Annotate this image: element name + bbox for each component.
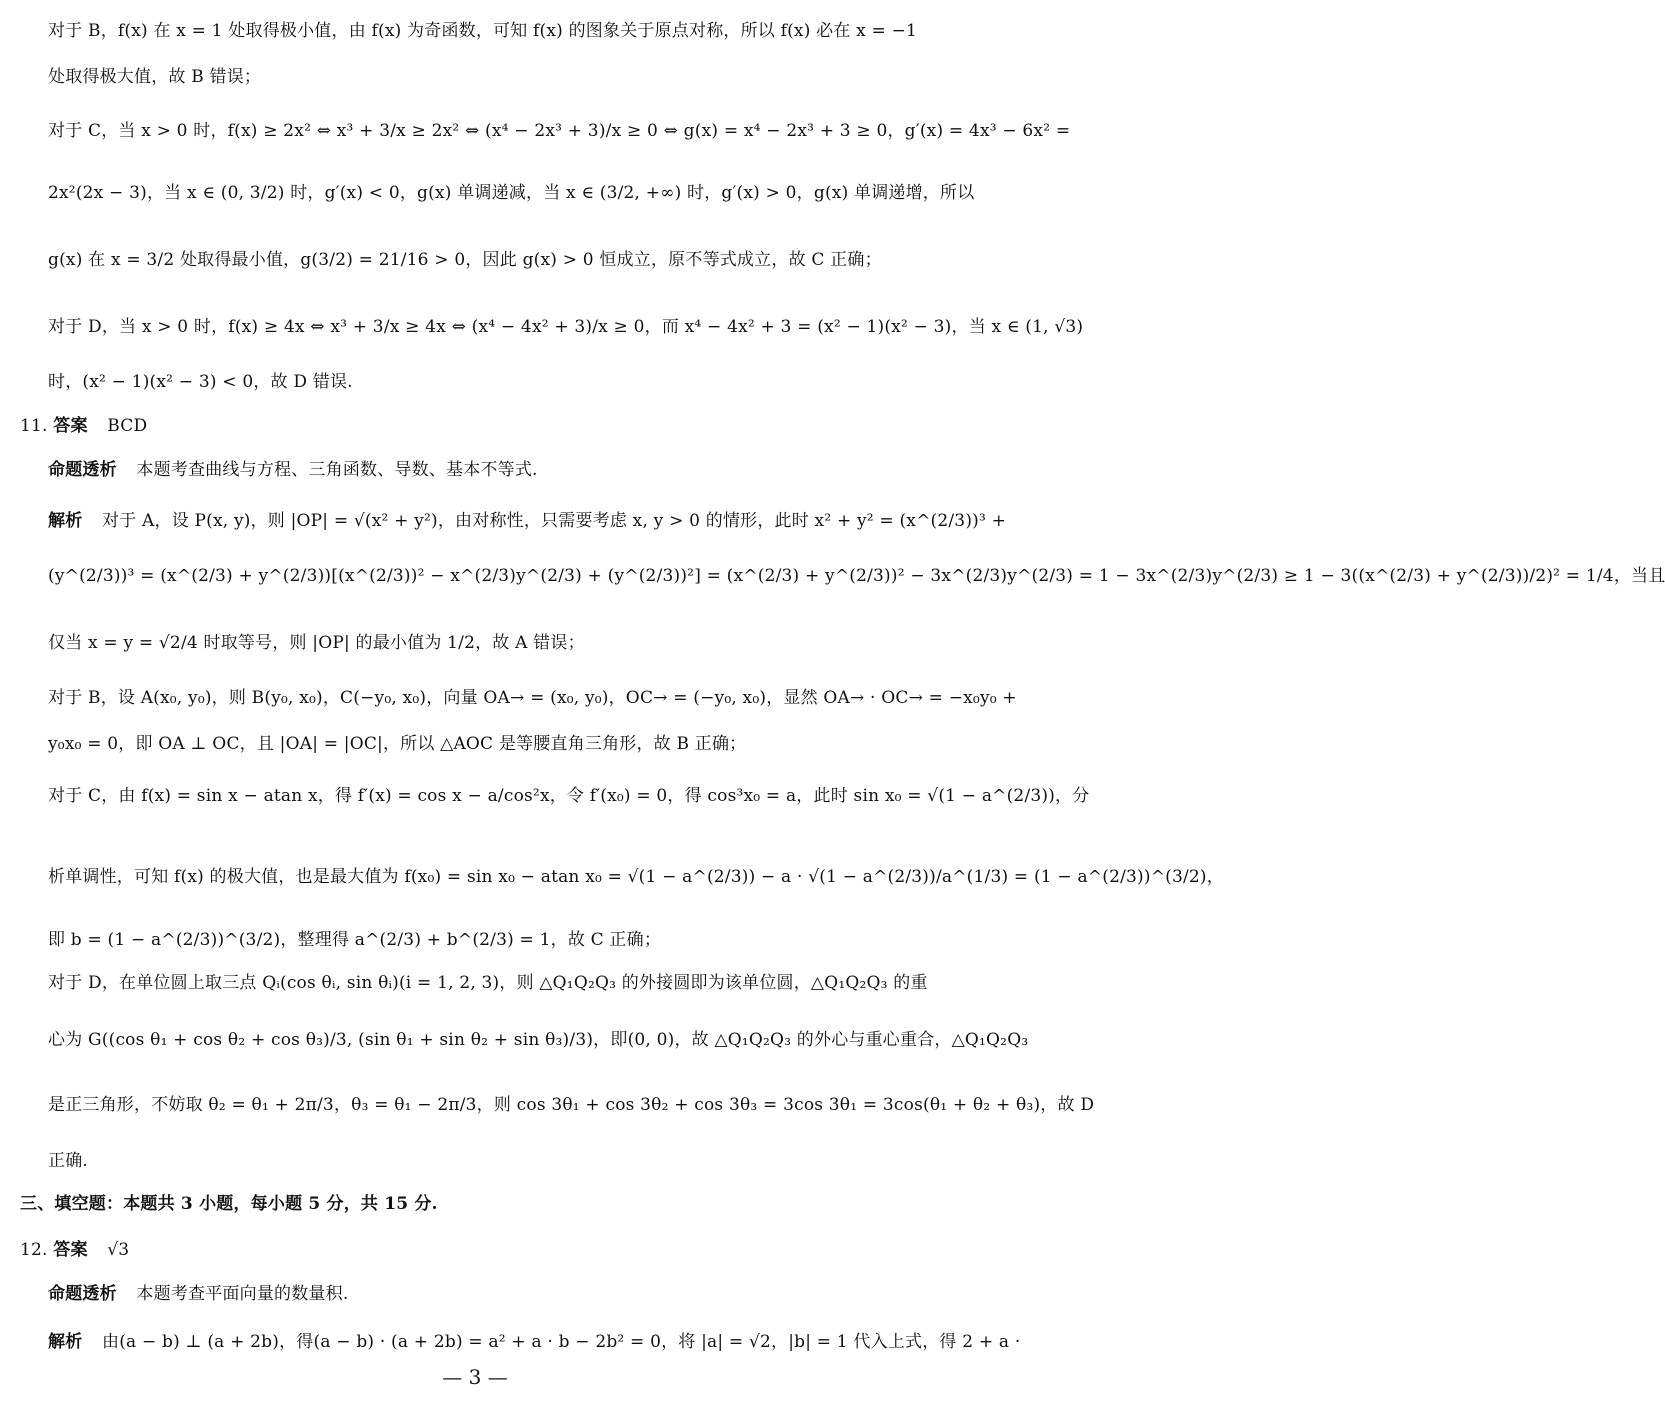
text-line: 仅当 x = y = √2/4 时取等号，则 |OP| 的最小值为 1/2，故 A 错误；: [48, 633, 585, 653]
question-number: 11.: [20, 416, 48, 436]
insight-text: 本题考查曲线与方程、三角函数、导数、基本不等式.: [136, 460, 538, 480]
insight-text: 本题考查平面向量的数量积.: [136, 1284, 349, 1304]
text-line: 时，(x² − 1)(x² − 3) < 0，故 D 错误.: [48, 372, 353, 392]
page-number: — 3 —: [442, 1365, 508, 1389]
question-11-insight: [48, 457, 932, 483]
analysis-label: 解析: [48, 1332, 83, 1352]
section-heading: 三、填空题：本题共 3 小题，每小题 5 分，共 15 分.: [20, 1194, 438, 1214]
text-line: 对于 C，当 x > 0 时，f(x) ≥ 2x² ⇔ x³ + 3/x ≥ 2x² ⇔ (x⁴ − 2x³ + 3)/x ≥ 0 ⇔ g(x) = x⁴ − 2x³ + 3 ≥ 0，g′(x) = 4x³ − 6x² =: [48, 121, 1071, 141]
text-line: y₀x₀ = 0，即 OA ⊥ OC，且 |OA| = |OC|，所以 △AOC 是等腰直角三角形，故 B 正确；: [48, 734, 747, 754]
answer-label: 答案: [53, 1240, 88, 1260]
question-12-analysis: [48, 1329, 1021, 1355]
text-line: (y^(2/3))³ = (x^(2/3) + y^(2/3))[(x^(2/3))² − x^(2/3)y^(2/3) + (y^(2/3))²] = (x^(2/3) + y^(2/3))² − 3x^(2/3)y^(2/3) = 1 − 3x^(2/3)y^(2/3) ≥ 1 − 3((x^(2/3) + y^(2/3))/2)² = 1/4，当且: [48, 566, 1665, 586]
insight-label: 命题透析: [48, 1284, 117, 1304]
analysis-label: 解析: [48, 511, 83, 531]
text-line: 是正三角形，不妨取 θ₂ = θ₁ + 2π/3，θ₃ = θ₁ − 2π/3，则 cos 3θ₁ + cos 3θ₂ + cos 3θ₃ = 3cos 3θ₁ = 3cos(θ₁ + θ₂ + θ₃)，故 D: [48, 1095, 1095, 1115]
question-12-answer-line: [20, 1237, 932, 1263]
answer-value: BCD: [107, 416, 148, 436]
text-line: 对于 C，由 f(x) = sin x − atan x，得 f′(x) = cos x − a/cos²x，令 f′(x₀) = 0，得 cos³x₀ = a，此时 sin x₀ = √(1 − a^(2/3))，分: [48, 786, 1090, 806]
text-line: g(x) 在 x = 3/2 处取得最小值，g(3/2) = 21/16 > 0，因此 g(x) > 0 恒成立，原不等式成立，故 C 正确；: [48, 250, 882, 270]
answer-value: √3: [107, 1240, 130, 1260]
question-number: 12.: [20, 1240, 48, 1260]
analysis-text: 由(a − b) ⊥ (a + 2b)，得(a − b) · (a + 2b) = a² + a · b − 2b² = 0，将 |a| = √2，|b| = 1 代入上式，得 2 + a ·: [102, 1332, 1021, 1352]
text-line: 心为 G((cos θ₁ + cos θ₂ + cos θ₃)/3, (sin θ₁ + sin θ₂ + sin θ₃)/3)，即(0, 0)，故 △Q₁Q₂Q₃ 的外心与重心重合，△Q₁Q₂Q₃: [48, 1030, 1029, 1050]
answer-label: 答案: [53, 416, 88, 436]
text-line: 对于 B，f(x) 在 x = 1 处取得极小值，由 f(x) 为奇函数，可知 f(x) 的图象关于原点对称，所以 f(x) 必在 x = −1: [48, 21, 918, 41]
text-line: 对于 A，设 P(x, y)，则 |OP| = √(x² + y²)，由对称性，只需要考虑 x, y > 0 的情形，此时 x² + y² = (x^(2/3))³ +: [102, 511, 1007, 531]
text-line: 处取得极大值，故 B 错误；: [48, 67, 262, 87]
insight-label: 命题透析: [48, 460, 117, 480]
text-line: 正确.: [48, 1151, 89, 1171]
text-line: 即 b = (1 − a^(2/3))^(3/2)，整理得 a^(2/3) + b^(2/3) = 1，故 C 正确；: [48, 930, 662, 950]
text-line: 2x²(2x − 3)，当 x ∈ (0, 3/2) 时，g′(x) < 0，g(x) 单调递减，当 x ∈ (3/2, +∞) 时，g′(x) > 0，g(x) 单调递增，所以: [48, 183, 975, 203]
question-12-insight: [48, 1281, 932, 1307]
text-line: 对于 D，在单位圆上取三点 Qᵢ(cos θᵢ, sin θᵢ)(i = 1, 2, 3)，则 △Q₁Q₂Q₃ 的外接圆即为该单位圆，△Q₁Q₂Q₃ 的重: [48, 973, 928, 993]
question-11-answer-line: [20, 413, 932, 439]
text-line: 对于 B，设 A(x₀, y₀)，则 B(y₀, x₀)，C(−y₀, x₀)，向量 OA→ = (x₀, y₀)，OC→ = (−y₀, x₀)，显然 OA→ · OC→ = −x₀y₀ +: [48, 688, 1017, 708]
text-line: 析单调性，可知 f(x) 的极大值，也是最大值为 f(x₀) = sin x₀ − atan x₀ = √(1 − a^(2/3)) − a · √(1 − a^(2/3))/a^(1/3) = (1 − a^(2/3))^(3/2)，: [48, 867, 1224, 887]
text-line: 对于 D，当 x > 0 时，f(x) ≥ 4x ⇔ x³ + 3/x ≥ 4x ⇔ (x⁴ − 4x² + 3)/x ≥ 0，而 x⁴ − 4x² + 3 = (x² − 1)(x² − 3)，当 x ∈ (1, √3): [48, 317, 1084, 337]
question-11-analysis-line: [48, 508, 1007, 534]
